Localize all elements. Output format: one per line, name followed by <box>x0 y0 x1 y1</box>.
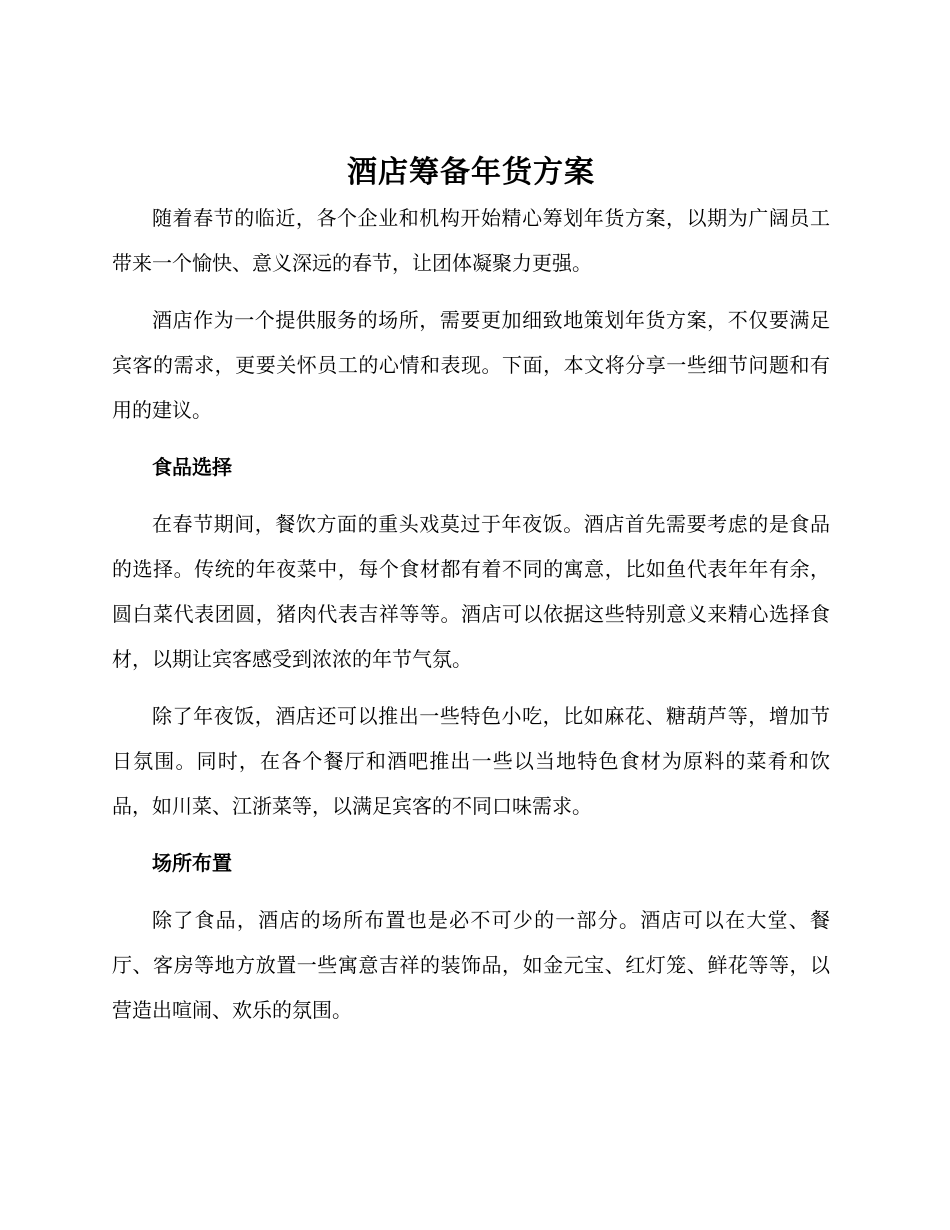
document-title: 酒店筹备年货方案 <box>347 155 595 190</box>
document-page <box>112 150 830 1045</box>
section-heading-venue: 场所布置 <box>152 851 232 875</box>
intro-paragraph: 随着春节的临近，各个企业和机构开始精心筹划年货方案，以期为广阔员工带来一个愉快、意义深远的春节，让团体凝聚力更强。 <box>112 206 830 275</box>
hotel-overview-paragraph: 酒店作为一个提供服务的场所，需要更加细致地策划年货方案，不仅要满足宾客的需求，更要关怀员工的心情和表现。下面，本文将分享一些细节问题和有用的建议。 <box>112 308 830 422</box>
section-heading-food: 食品选择 <box>152 455 232 479</box>
venue-paragraph: 除了食品，酒店的场所布置也是必不可少的一部分。酒店可以在大堂、餐厅、客房等地方放置一些寓意吉祥的装饰品，如金元宝、红灯笼、鲜花等等，以营造出喧闹、欢乐的氛围。 <box>112 908 830 1022</box>
food-paragraph-1: 在春节期间，餐饮方面的重头戏莫过于年夜饭。酒店首先需要考虑的是食品的选择。传统的年夜菜中，每个食材都有着不同的寓意，比如鱼代表年年有余，圆白菜代表团圆，猪肉代表吉祥等等。酒店可以依据这些特别意义来精心选择食材，以期让宾客感受到浓浓的年节气氛。 <box>112 512 830 671</box>
food-paragraph-2: 除了年夜饭，酒店还可以推出一些特色小吃，比如麻花、糖葫芦等，增加节日氛围。同时，在各个餐厅和酒吧推出一些以当地特色食材为原料的菜肴和饮品，如川菜、江浙菜等，以满足宾客的不同口味需求。 <box>112 704 830 818</box>
